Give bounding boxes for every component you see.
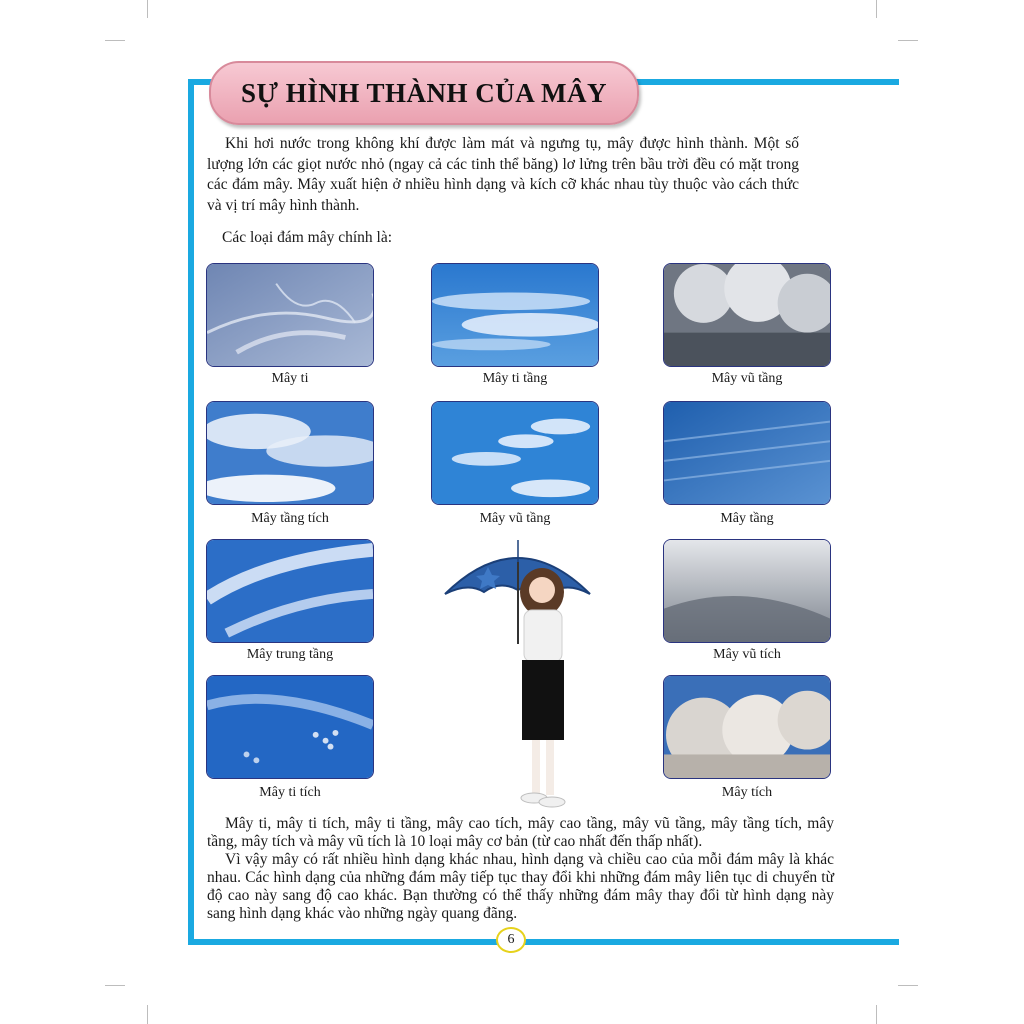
cloud-caption: Mây vũ tầng <box>711 371 783 386</box>
cloud-photo-cirrocumulus <box>206 675 374 779</box>
outro-text-2: Vì vậy mây có rất nhiều hình dạng khác nhau, hình dạng và chiều cao của mỗi đám mây là khác nhau. Các hình dạng của những đám mây tiếp tục thay đổi khi những đám mây liên tục di chuyển từ độ cao này sang độ cao khác. Bạn thường có thể thấy những đám mây thay đổi từ hình dạng này sang hình dạng khác vào những ngày quang đãng. <box>207 851 834 922</box>
intro-text: Khi hơi nước trong không khí được làm mát và ngưng tụ, mây được hình thành. Một số lượng lớn các giọt nước nhỏ (ngay cả các tinh thể băng) lơ lửng trên bầu trời đều có mặt trong các đám mây. Mây xuất hiện ở nhiều hình dạng và kích cỡ khác nhau tùy thuộc vào cách thức và vị trí mây hình thành. <box>207 135 799 214</box>
cloud-photo-cumulus <box>663 675 831 779</box>
cloud-caption: Mây tầng tích <box>251 511 329 526</box>
cloud-photo-cirrostratus <box>431 263 599 367</box>
cloud-caption: Mây vũ tích <box>713 647 781 662</box>
cloud-caption: Mây ti tích <box>259 785 321 800</box>
cloud-photo-cirrus <box>206 263 374 367</box>
crop-mark <box>876 1005 877 1024</box>
crop-mark <box>876 0 877 18</box>
page-title-banner <box>209 61 639 125</box>
crop-mark <box>105 985 125 986</box>
intro-paragraph <box>207 134 799 216</box>
outro-paragraphs <box>207 815 834 923</box>
cloud-caption: Mây trung tầng <box>246 647 334 662</box>
cloud-caption: Mây ti tầng <box>482 371 548 386</box>
crop-mark <box>147 0 148 18</box>
page-number: 6 <box>496 927 526 953</box>
girl-with-umbrella-illustration <box>440 532 595 817</box>
cloud-photo-cumulonimbus <box>663 539 831 643</box>
cloud-photo-altostratus <box>206 539 374 643</box>
crop-mark <box>898 40 918 41</box>
crop-mark <box>147 1005 148 1024</box>
page-frame-left <box>188 79 194 945</box>
cloud-caption: Mây tích <box>721 785 773 800</box>
page-title: SỰ HÌNH THÀNH CỦA MÂY <box>240 77 608 108</box>
crop-mark <box>105 40 125 41</box>
cloud-photo-altocumulus <box>431 401 599 505</box>
cloud-caption: Mây ti <box>271 371 309 386</box>
outro-text-1: Mây ti, mây ti tích, mây ti tầng, mây cao tích, mây cao tầng, mây vũ tầng, mây tầng tích, mây tầng, mây tích và mây vũ tích là 10 loại mây cơ bản (từ cao nhất đến thấp nhất). <box>207 815 834 850</box>
cloud-photo-stratocumulus <box>206 401 374 505</box>
cloud-caption: Mây tầng <box>720 511 774 526</box>
crop-mark <box>898 985 918 986</box>
cloud-list-lead: Các loại đám mây chính là: <box>222 229 393 246</box>
page-frame-bottom <box>188 939 899 945</box>
cloud-caption: Mây vũ tầng <box>479 511 551 526</box>
cloud-photo-stratus <box>663 401 831 505</box>
cloud-photo-nimbostratus <box>663 263 831 367</box>
